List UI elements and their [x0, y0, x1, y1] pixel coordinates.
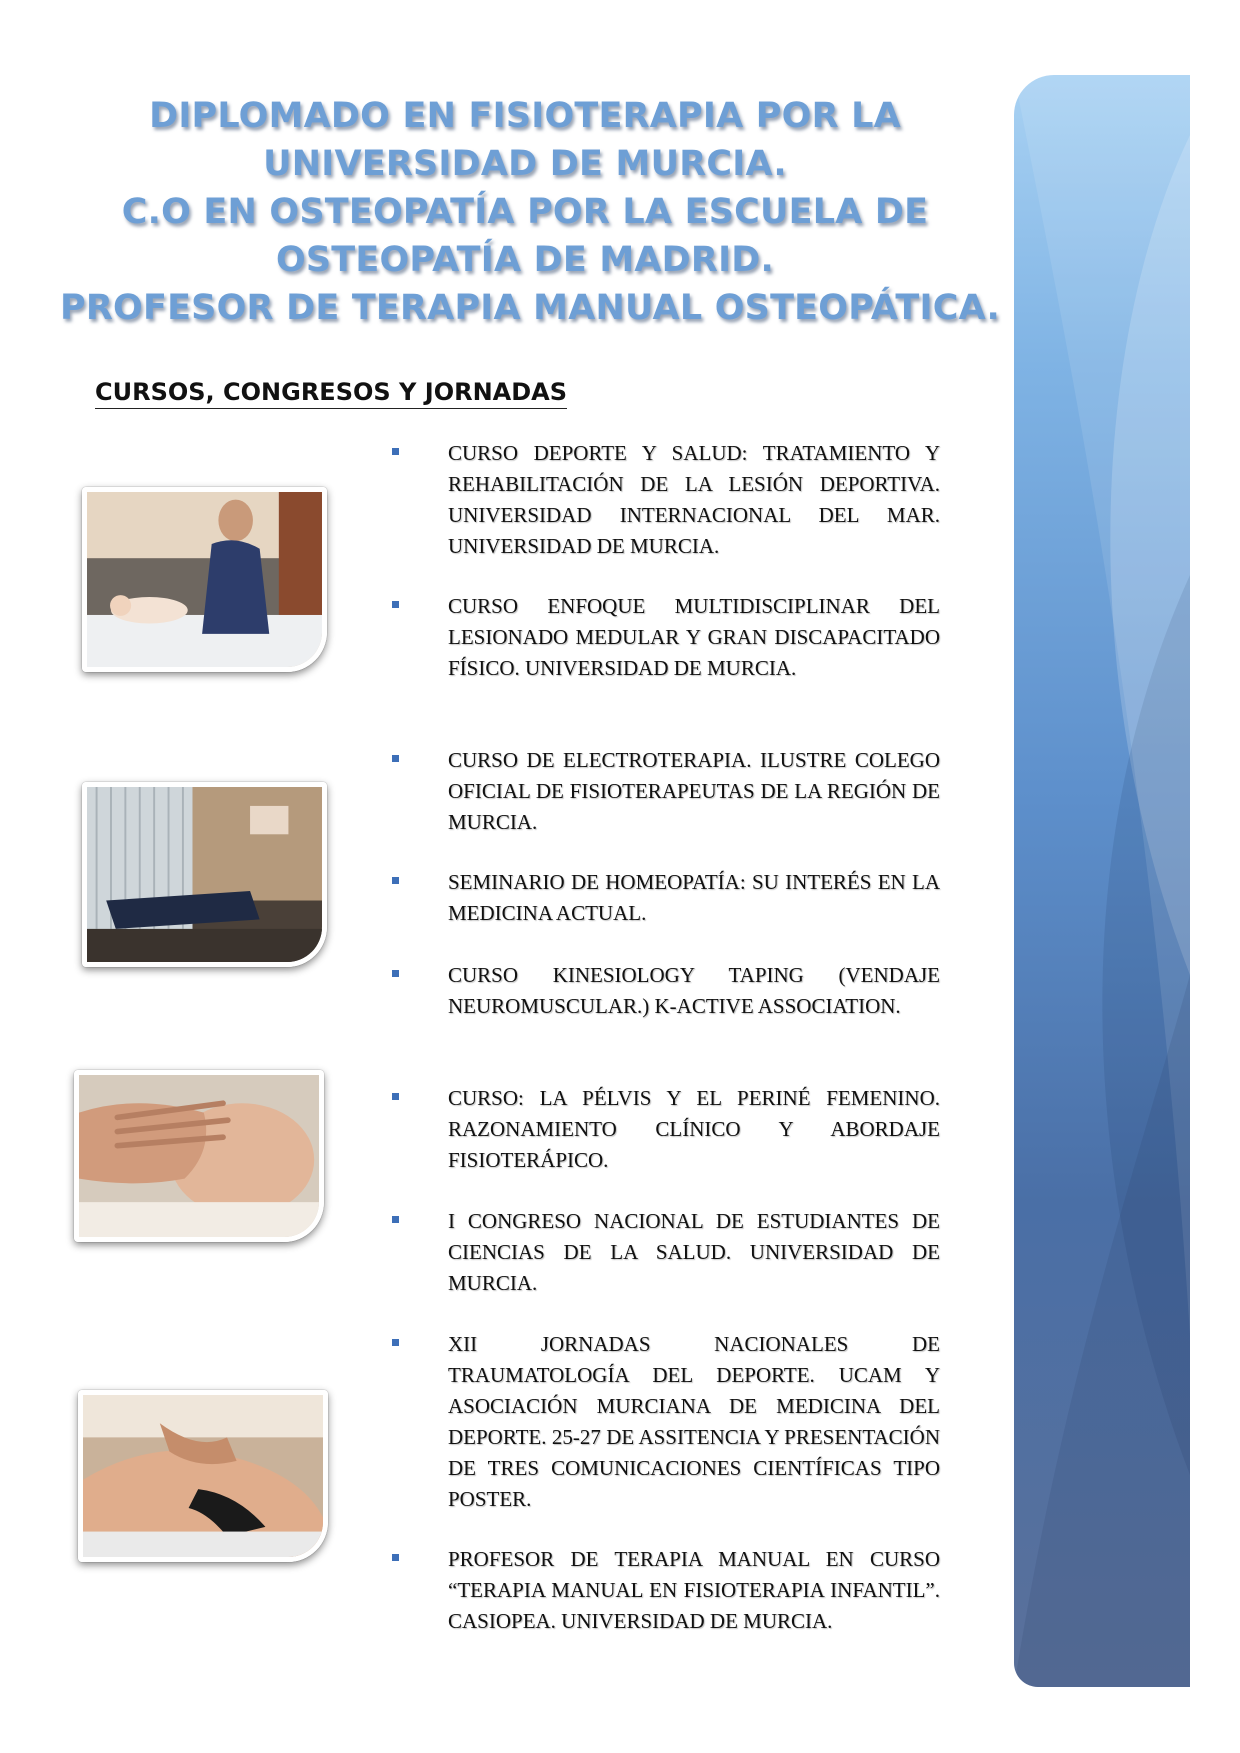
list-item — [392, 1329, 940, 1515]
list-item — [392, 1544, 940, 1637]
course-text: CURSO DEPORTE Y SALUD: TRATAMIENTO Y REHABILITACIÓN DE LA LESIÓN DEPORTIVA. UNIVERSIDAD INTERNACIONAL DEL MAR. UNIVERSIDAD DE MURCIA. — [448, 441, 940, 558]
course-text: I CONGRESO NACIONAL DE ESTUDIANTES DE CIENCIAS DE LA SALUD. UNIVERSIDAD DE MURCIA. — [448, 1209, 940, 1295]
list-item — [392, 1083, 940, 1176]
heading-line: C.O EN OSTEOPATÍA POR LA ESCUELA DE — [121, 192, 929, 232]
heading-line: UNIVERSIDAD DE MURCIA. — [263, 144, 787, 184]
square-bullet-icon — [392, 970, 399, 977]
photo-treatment-room — [82, 782, 327, 967]
square-bullet-icon — [392, 755, 399, 762]
list-item — [392, 1206, 940, 1299]
photo-manual-therapy — [78, 1390, 328, 1562]
heading-line: PROFESOR DE TERAPIA MANUAL OSTEOPÁTICA. — [60, 288, 1001, 328]
course-text: CURSO ENFOQUE MULTIDISCIPLINAR DEL LESIONADO MEDULAR Y GRAN DISCAPACITADO FÍSICO. UNIVERSIDAD DE MURCIA. — [448, 594, 940, 680]
section-title: CURSOS, CONGRESOS Y JORNADAS — [95, 378, 567, 409]
course-text: CURSO: LA PÉLVIS Y EL PERINÉ FEMENINO. RAZONAMIENTO CLÍNICO Y ABORDAJE FISIOTERÁPICO. — [448, 1086, 940, 1172]
decorative-blue-band — [1014, 75, 1190, 1687]
square-bullet-icon — [392, 448, 399, 455]
course-text: SEMINARIO DE HOMEOPATÍA: SU INTERÉS EN LA MEDICINA ACTUAL. — [448, 870, 940, 925]
heading-line: DIPLOMADO EN FISIOTERAPIA POR LA — [149, 96, 901, 136]
list-item — [392, 591, 940, 684]
photo-therapist-with-baby — [82, 487, 327, 672]
square-bullet-icon — [392, 877, 399, 884]
list-item — [392, 438, 940, 562]
list-item — [392, 745, 940, 838]
course-text: CURSO KINESIOLOGY TAPING (VENDAJE NEUROMUSCULAR.) K-ACTIVE ASSOCIATION. — [448, 963, 940, 1018]
square-bullet-icon — [392, 1339, 399, 1346]
square-bullet-icon — [392, 1093, 399, 1100]
square-bullet-icon — [392, 601, 399, 608]
square-bullet-icon — [392, 1216, 399, 1223]
list-item — [392, 960, 940, 1022]
photo-hands-on-head — [74, 1070, 324, 1242]
course-text: XII JORNADAS NACIONALES DE TRAUMATOLOGÍA DEL DEPORTE. UCAM Y ASOCIACIÓN MURCIANA DE MEDICINA DEL DEPORTE. 25-27 DE ASSITENCIA Y PRESENTACIÓN DE TRES COMUNICACIONES CIENTÍFICAS TIPO POSTER. — [448, 1332, 940, 1511]
list-item — [392, 867, 940, 929]
heading-line: OSTEOPATÍA DE MADRID. — [275, 240, 775, 280]
page-heading — [60, 92, 1001, 332]
course-text: PROFESOR DE TERAPIA MANUAL EN CURSO “TERAPIA MANUAL EN FISIOTERAPIA INFANTIL”. CASIOPEA. UNIVERSIDAD DE MURCIA. — [448, 1547, 940, 1633]
course-text: CURSO DE ELECTROTERAPIA. ILUSTRE COLEGO OFICIAL DE FISIOTERAPEUTAS DE LA REGIÓN DE MURCIA. — [448, 748, 940, 834]
square-bullet-icon — [392, 1554, 399, 1561]
